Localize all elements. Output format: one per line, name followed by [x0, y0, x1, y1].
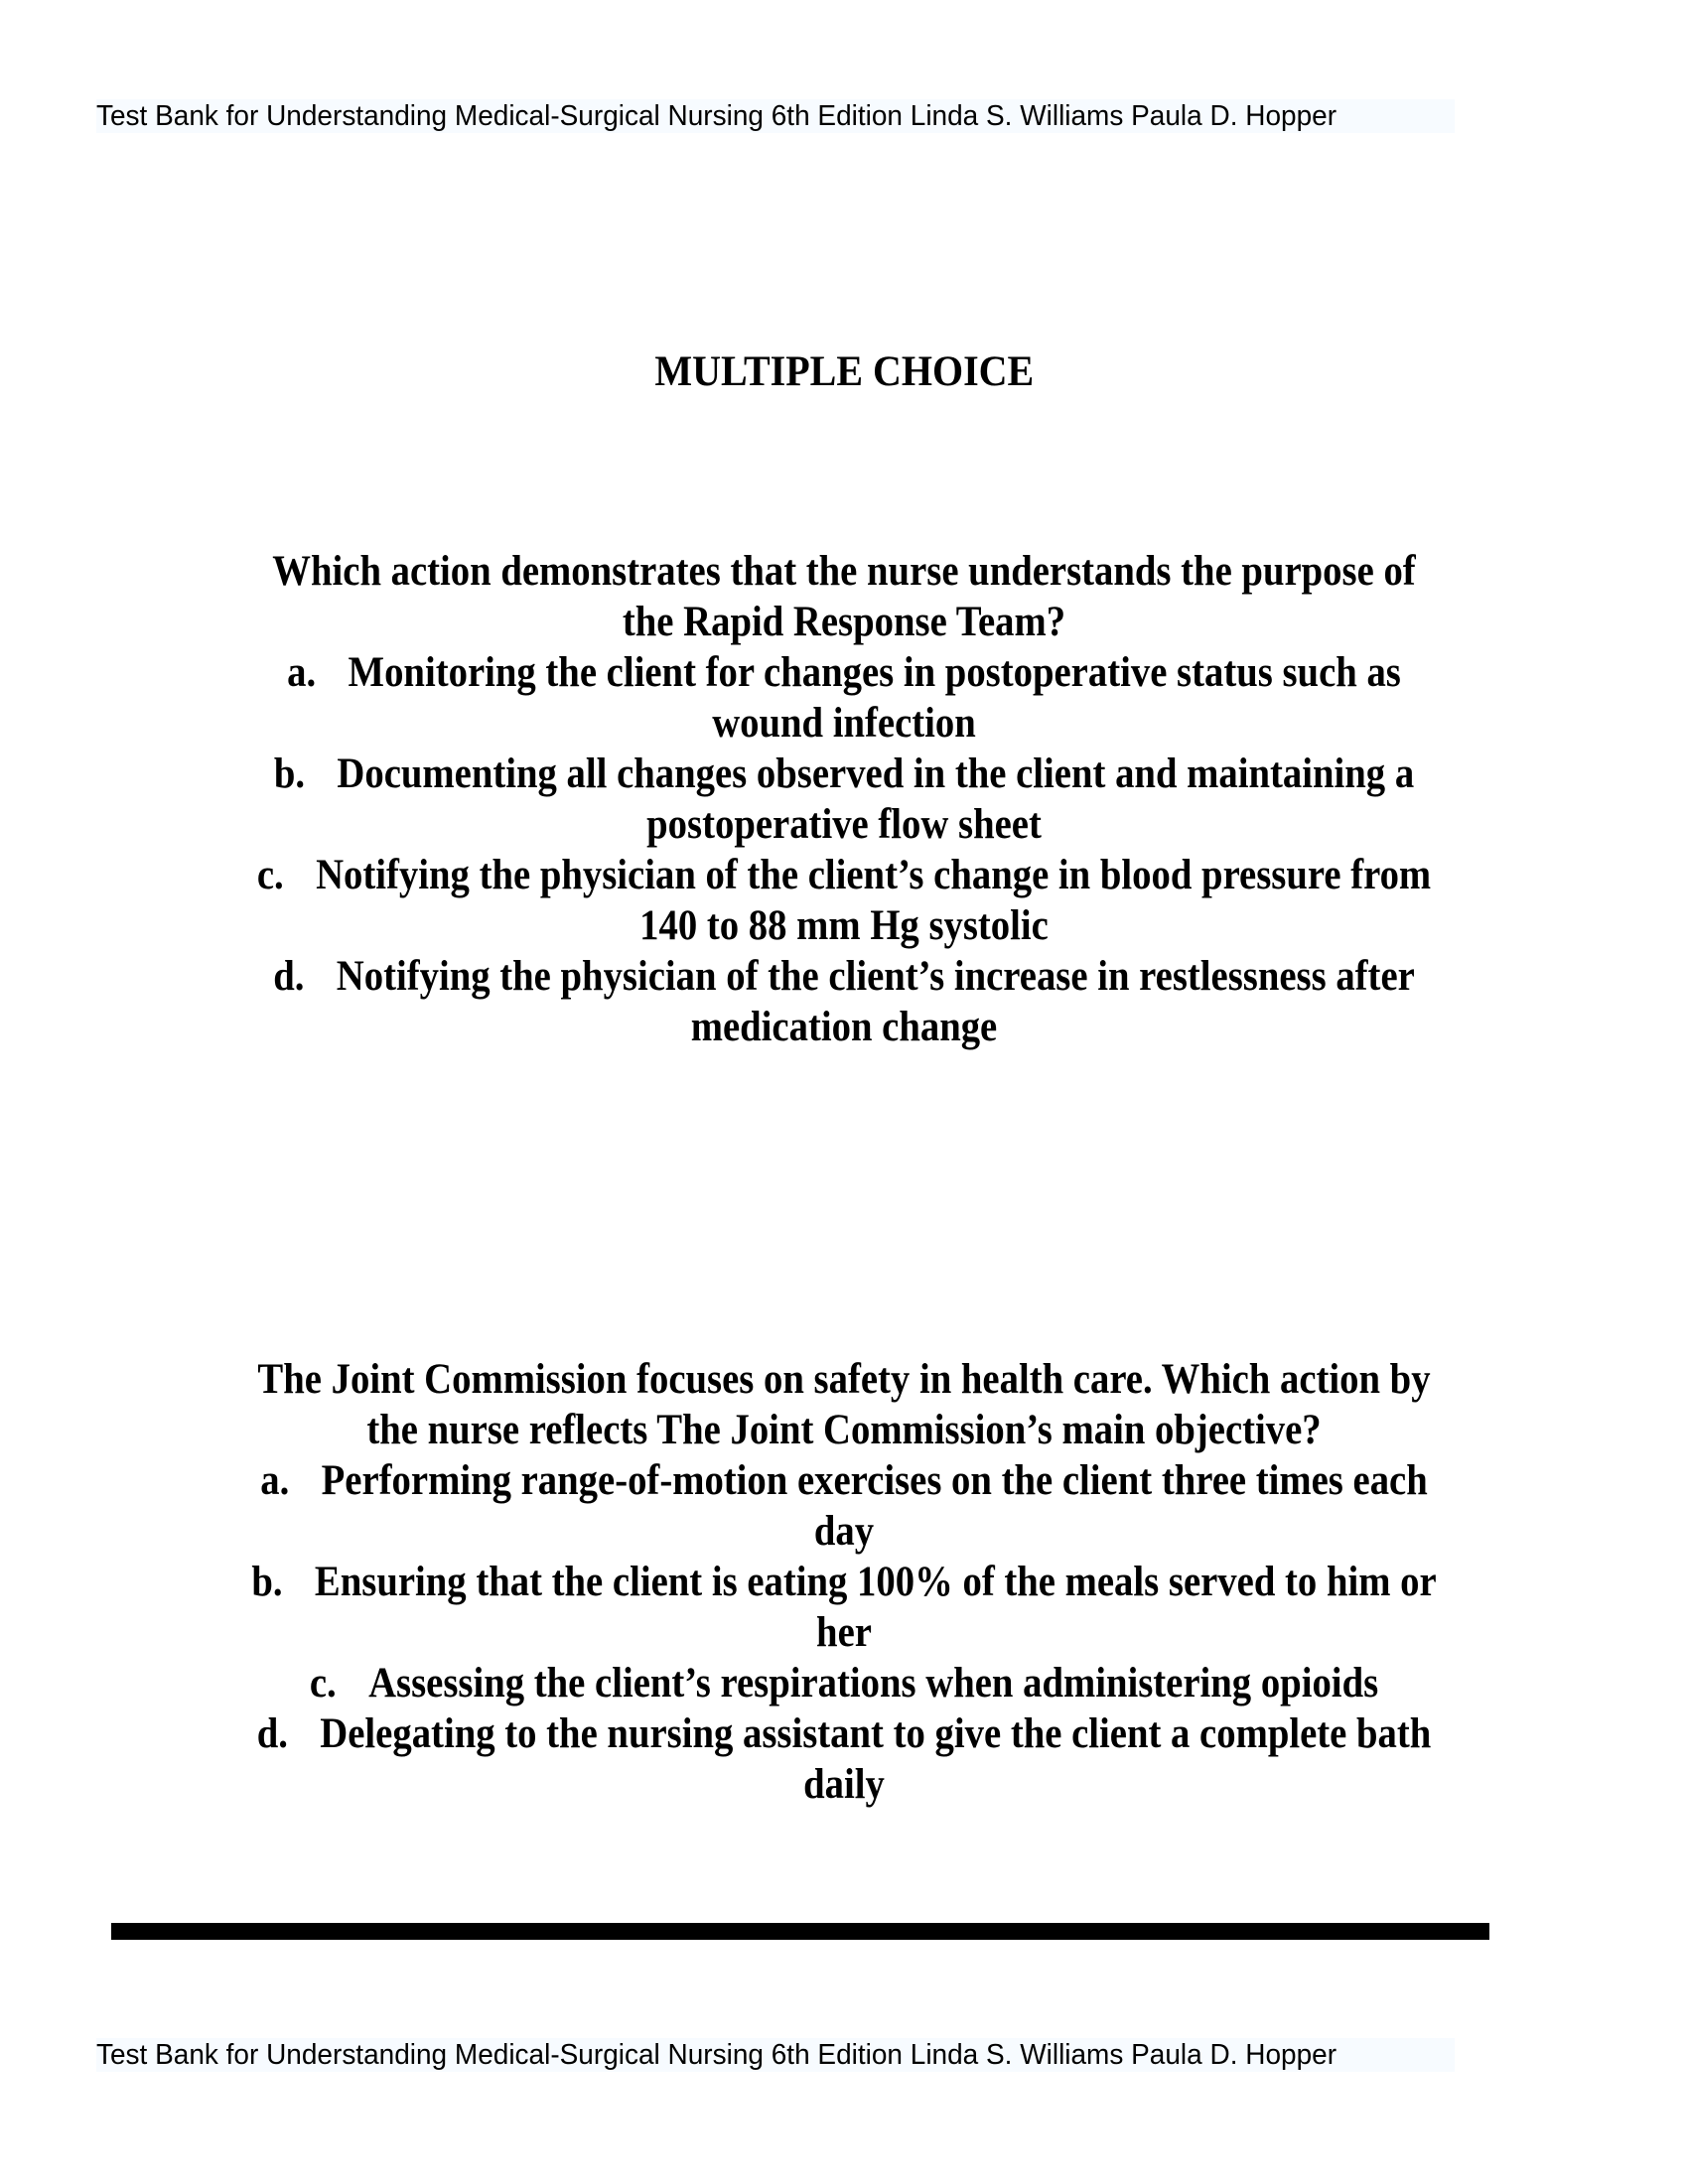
question-2-stem-line-2: the nurse reflects The Joint Commission’s main objective? — [366, 1407, 1322, 1453]
option-text-continued: her — [816, 1609, 872, 1656]
option-text: Documenting all changes observed in the client and maintaining a — [337, 751, 1415, 797]
question-1-option-d[interactable] — [107, 951, 1582, 1052]
footer-text: Test Bank for Understanding Medical-Surgical Nursing 6th Edition Linda S. Williams Paula D. Hopper — [96, 2039, 1337, 2071]
option-label: a. — [287, 649, 317, 696]
question-1-stem-line-2: the Rapid Response Team? — [622, 599, 1066, 645]
option-label: b. — [251, 1559, 283, 1605]
option-text-continued: postoperative flow sheet — [646, 801, 1042, 848]
option-text: Notifying the physician of the client’s change in blood pressure from — [316, 852, 1432, 898]
option-label: a. — [260, 1457, 290, 1504]
question-2-option-c[interactable] — [107, 1658, 1582, 1708]
section-divider — [111, 1923, 1489, 1940]
page-header — [96, 99, 1455, 133]
option-label: c. — [256, 852, 284, 898]
question-1-option-a[interactable] — [107, 647, 1582, 749]
option-text: Assessing the client’s respirations when administering opioids — [368, 1660, 1379, 1706]
option-label: d. — [256, 1710, 288, 1757]
option-text: Ensuring that the client is eating 100% of the meals served to him or — [314, 1559, 1437, 1605]
option-text: Notifying the physician of the client’s increase in restlessness after — [336, 953, 1415, 1000]
option-text: Performing range-of-motion exercises on the client three times each — [321, 1457, 1428, 1504]
question-2 — [99, 1354, 1589, 1810]
question-2-option-d[interactable] — [107, 1708, 1582, 1810]
option-text-continued: 140 to 88 mm Hg systolic — [639, 902, 1049, 949]
question-1-stem-line-1: Which action demonstrates that the nurse understands the purpose of — [272, 548, 1416, 595]
page-footer — [96, 2038, 1455, 2072]
option-text-continued: day — [813, 1508, 875, 1555]
option-label: b. — [273, 751, 306, 797]
option-text-continued: medication change — [690, 1004, 998, 1050]
question-1-option-b[interactable] — [107, 749, 1582, 850]
question-1-option-c[interactable] — [107, 850, 1582, 951]
question-2-stem-line-1: The Joint Commission focuses on safety in health care. Which action by — [257, 1356, 1431, 1403]
option-text-continued: wound infection — [712, 700, 976, 747]
option-text: Monitoring the client for changes in postoperative status such as — [348, 649, 1401, 696]
header-text: Test Bank for Understanding Medical-Surgical Nursing 6th Edition Linda S. Williams Paula D. Hopper — [96, 100, 1337, 132]
question-2-option-b[interactable] — [107, 1557, 1582, 1658]
option-text: Delegating to the nursing assistant to give the client a complete bath — [320, 1710, 1432, 1757]
section-title-text: MULTIPLE CHOICE — [654, 348, 1034, 395]
question-1-stem — [107, 546, 1582, 647]
option-label: d. — [273, 953, 305, 1000]
question-2-stem — [107, 1354, 1582, 1455]
option-text-continued: daily — [803, 1761, 885, 1808]
section-title — [0, 347, 1688, 397]
question-2-option-a[interactable] — [107, 1455, 1582, 1557]
option-label: c. — [309, 1660, 337, 1706]
question-1 — [99, 546, 1589, 1052]
